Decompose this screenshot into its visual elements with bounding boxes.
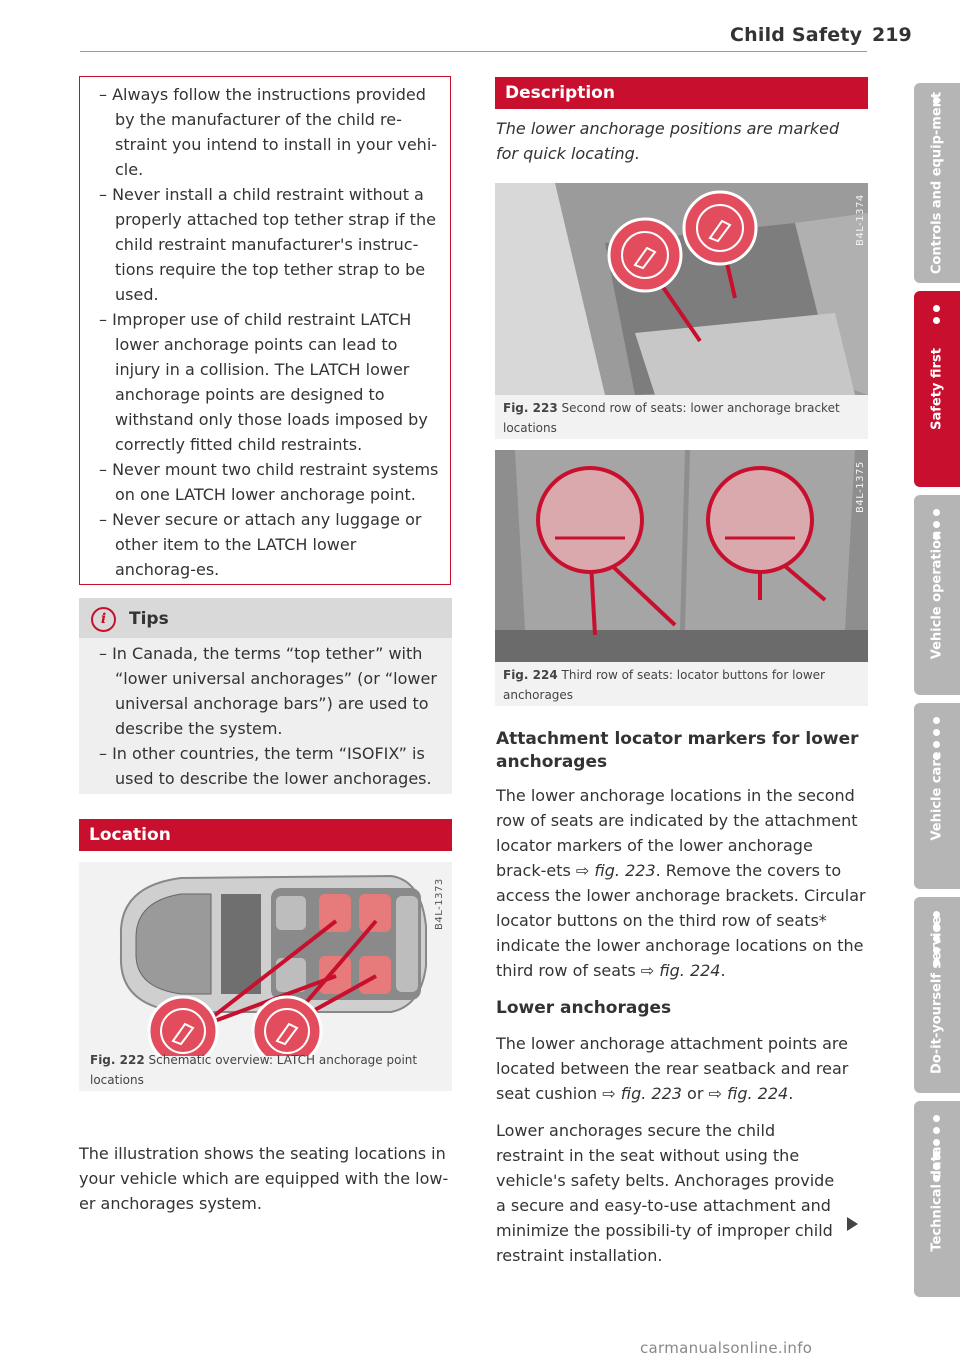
paragraph-text: The lower anchorage locations in the second row of seats are indicated by the attachment locator markers of the lower anchorage brack-ets: [496, 786, 858, 880]
tab-dot-icon: [933, 729, 940, 736]
paragraph-text: or: [681, 1084, 709, 1103]
tips-label: Tips: [129, 609, 169, 629]
figure-reference-link[interactable]: ⇨ fig. 223: [575, 861, 656, 880]
second-row-seats-photo: [495, 183, 868, 395]
tab-dot-icon: [933, 1127, 940, 1134]
tab-label: Do-it-yourself service: [929, 916, 945, 1074]
figure-caption-text: Second row of seats: lower anchorage bracket locations: [503, 401, 840, 435]
tab-dot-icon: [933, 741, 940, 748]
figure-code: B4L-1373: [434, 878, 445, 930]
tab-do-it-yourself-service[interactable]: [914, 897, 960, 1093]
heading-attachment-markers: Attachment locator markers for lower anchorages: [496, 729, 859, 772]
tab-dot-icon: [933, 509, 940, 516]
tab-controls-and-equipment[interactable]: [914, 83, 960, 283]
tab-technical-data[interactable]: [914, 1101, 960, 1297]
warning-item: – Never mount two child restraint systems on one LATCH lower anchorage point.: [99, 460, 439, 504]
tab-dot-icon: [933, 717, 940, 724]
info-icon: i: [91, 607, 116, 632]
section-title: Child Safety: [730, 24, 863, 46]
figure-code: B4L-1375: [855, 461, 866, 513]
third-row-seats-photo: [495, 450, 868, 662]
tips-list: [90, 641, 440, 791]
watermark: carmanualsonline.info: [640, 1339, 813, 1357]
figure-reference-link[interactable]: ⇨ fig. 224: [708, 1084, 789, 1103]
latch-overview-illustration: [91, 866, 446, 1056]
tab-dot-icon: [933, 1139, 940, 1146]
tips-item: – In Canada, the terms “top tether” with “lower universal anchorages” (or “lower universal anchorage bars”) are used to describe the system.: [99, 644, 437, 738]
warning-item: – Never install a child restraint without a properly attached top tether strap if the child restraint manufacturer's instruc-tions require the top tether strap to be used.: [99, 185, 436, 304]
figure-caption-222: [90, 1050, 442, 1090]
warning-item: – Always follow the instructions provided by the manufacturer of the child re-straint you intend to install in your vehi-cle.: [99, 85, 438, 179]
paragraph-text: .: [720, 961, 726, 980]
figure-label: Fig. 224: [503, 668, 558, 682]
tab-label: Safety first: [929, 348, 945, 430]
description-intro: The lower anchorage positions are marked for quick locating.: [496, 119, 840, 163]
tab-label: Vehicle operation: [929, 530, 945, 660]
figure-caption-text: Schematic overview: LATCH anchorage point locations: [90, 1053, 418, 1087]
header-rule: [80, 51, 867, 52]
figure-label: Fig. 223: [503, 401, 558, 415]
figure-reference-link[interactable]: ⇨ fig. 224: [640, 961, 721, 980]
page-number: 219: [872, 24, 912, 46]
continue-arrow-icon: [847, 1217, 858, 1231]
paragraph-text: .: [788, 1084, 794, 1103]
tab-safety-first[interactable]: [914, 291, 960, 487]
figure-reference-link[interactable]: ⇨ fig. 223: [602, 1084, 682, 1103]
attachment-paragraph: [496, 783, 868, 983]
tips-item: – In other countries, the term “ISOFIX” is used to describe the lower anchorages.: [99, 744, 432, 788]
tab-label: Technical data: [929, 1146, 945, 1252]
location-heading: Location: [79, 819, 452, 851]
tab-vehicle-care[interactable]: [914, 703, 960, 889]
tab-label: Vehicle care: [929, 751, 945, 841]
warning-item: – Never secure or attach any luggage or other item to the LATCH lower anchorag-es.: [99, 510, 422, 579]
lower-anchorages-paragraph: [496, 1031, 868, 1106]
tab-dot-icon: [933, 521, 940, 528]
figure-caption-223: [503, 398, 863, 438]
paragraph-text: . Remove the covers to access the lower anchorage brackets. Circular locator buttons on the third row of seats* indicate the lower anchorage locations on the third row of seats: [496, 861, 866, 980]
location-text: The illustration shows the seating locations in your vehicle which are equipped with the low-er anchorages system.: [79, 1144, 449, 1213]
tab-dot-icon: [933, 1115, 940, 1122]
description-heading: Description: [495, 77, 868, 109]
figure-caption-224: [503, 665, 863, 705]
figure-code: B4L-1374: [855, 194, 866, 246]
figure-caption-text: Third row of seats: locator buttons for lower anchorages: [503, 668, 825, 702]
figure-label: Fig. 222: [90, 1053, 145, 1067]
secure-paragraph: Lower anchorages secure the child restraint in the seat without using the vehicle's safety belts. Anchorages provide a secure and easy-to-use attachment and minimize the possibili-ty of improper child restraint installation.: [496, 1121, 835, 1265]
tab-dot-icon: [933, 305, 940, 312]
tab-dot-icon: [933, 317, 940, 324]
warning-list: [90, 82, 440, 582]
heading-lower-anchorages: Lower anchorages: [496, 998, 672, 1018]
warning-item: – Improper use of child restraint LATCH lower anchorage points can lead to injury in a collision. The LATCH lower anchorage points are designed to withstand only those loads imposed by correctly fitted child restraints.: [99, 310, 428, 454]
paragraph-text: The lower anchorage attachment points are located between the rear seatback and rear seat cushion: [496, 1034, 849, 1103]
tab-vehicle-operation[interactable]: [914, 495, 960, 695]
tab-label: Controls and equip-ment: [929, 91, 945, 275]
